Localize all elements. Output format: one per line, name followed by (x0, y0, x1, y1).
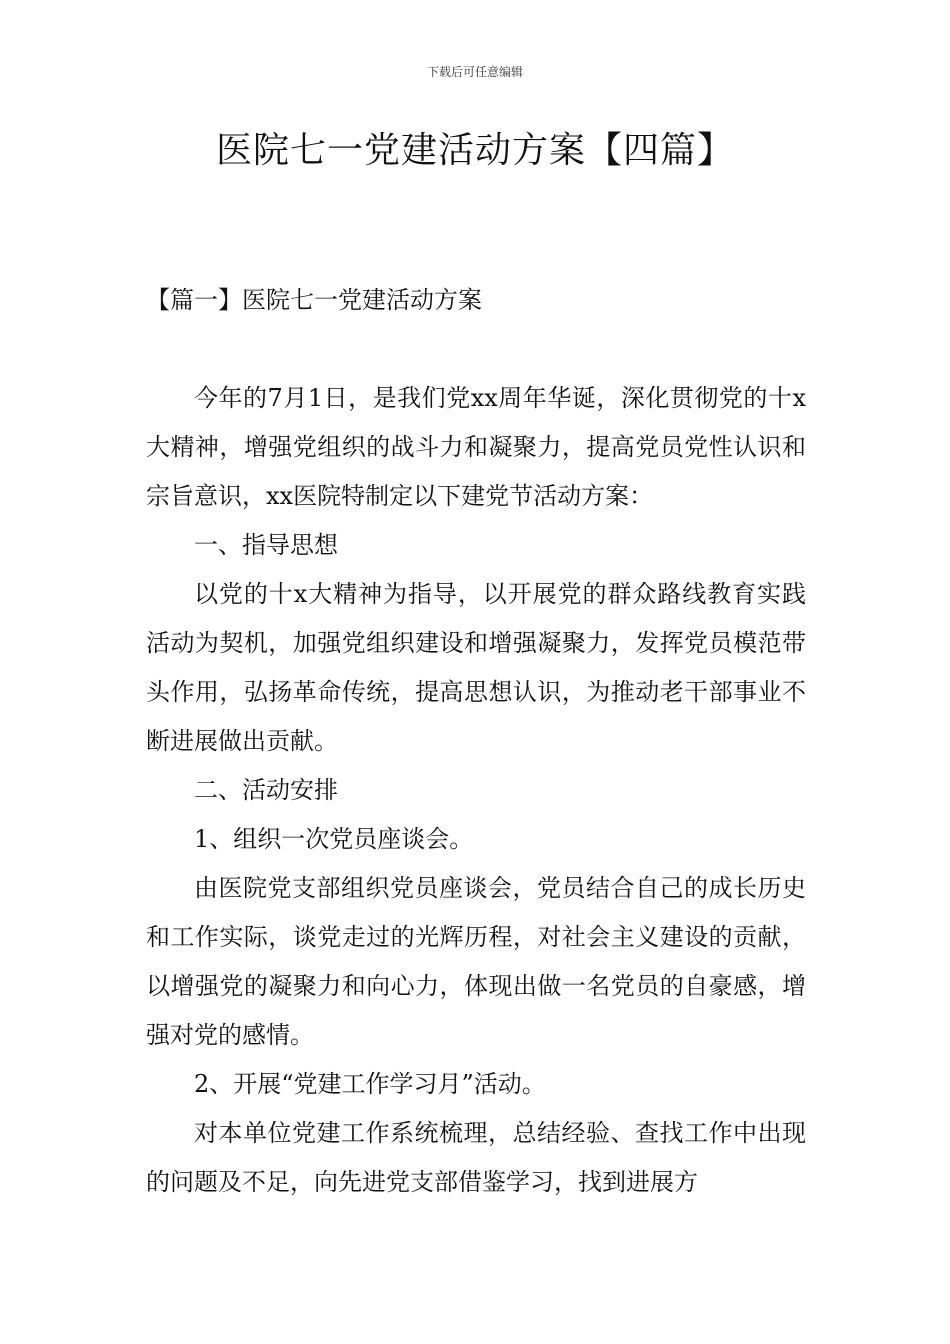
document-body (146, 374, 806, 1207)
paragraph-guiding-ideology: 以党的十x大精神为指导，以开展党的群众路线教育实践活动为契机，加强党组织建设和增强凝聚力，发挥党员模范带头作用，弘扬革命传统，提高思想认识，为推动老干部事业不断进展做出贡献。 (146, 580, 806, 755)
item-2-paragraph: 对本单位党建工作系统梳理，总结经验、查找工作中出现的问题及不足，向先进党支部借鉴学习，找到进展方 (146, 1119, 806, 1196)
page-header-note: 下载后可任意编辑 (426, 65, 523, 79)
item-1-paragraph: 由医院党支部组织党员座谈会，党员结合自己的成长历史和工作实际，谈党走过的光辉历程，对社会主义建设的贡献，以增强党的凝聚力和向心力，体现出做一名党员的自豪感，增强对党的感情。 (146, 874, 806, 1049)
document-title: 医院七一党建活动方案【四篇】 (215, 130, 734, 171)
section-heading: 【篇一】医院七一党建活动方案 (146, 286, 482, 314)
item-1-heading: 1、组织一次党员座谈会。 (194, 825, 474, 853)
item-2-heading: 2、开展“党建工作学习月”活动。 (194, 1070, 546, 1098)
heading-guiding-ideology: 一、指导思想 (194, 531, 338, 559)
paragraph-intro: 今年的7月1日，是我们党xx周年华诞，深化贯彻党的十x大精神，增强党组织的战斗力和凝聚力，提高党员党性认识和宗旨意识，xx医院特制定以下建党节活动方案： (146, 384, 806, 510)
heading-activity-arrangement: 二、活动安排 (194, 776, 338, 804)
